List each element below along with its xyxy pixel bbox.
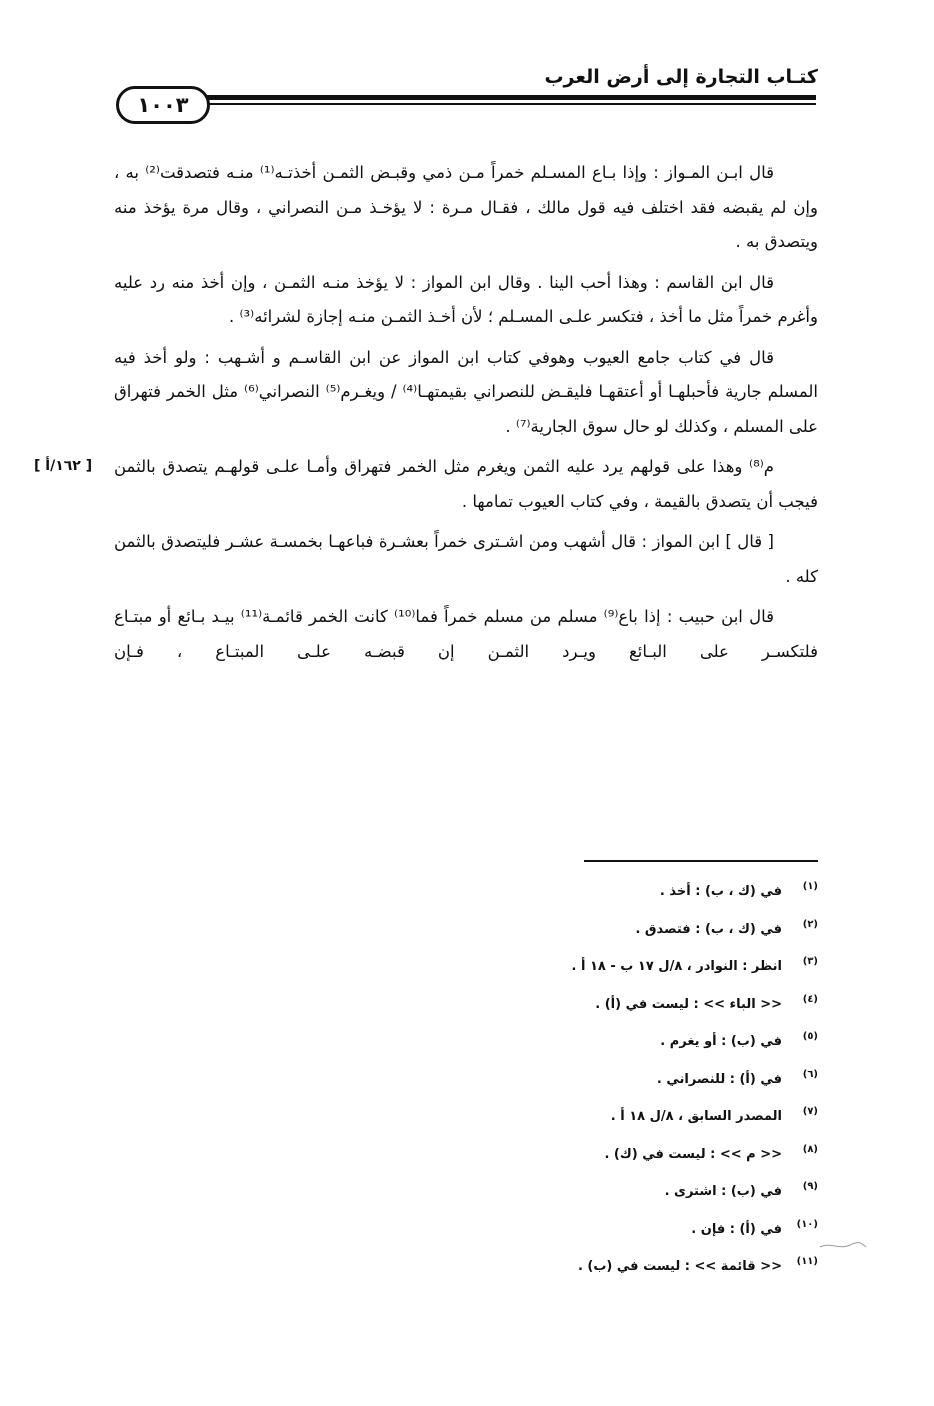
footnote — [398, 874, 818, 912]
footnote-text: في (ك ، ب) : فتصدق . — [635, 921, 782, 937]
manuscript-folio-note: [ ١٦٢/أ ] — [34, 458, 93, 474]
footnote-number: (٥) — [802, 1031, 818, 1042]
footnote — [398, 1137, 818, 1175]
footnote-number: (٢) — [802, 918, 818, 930]
footnote-number: (٨) — [802, 1143, 818, 1155]
footnote-number: (١٠) — [796, 1218, 818, 1230]
footnote-text: << م >> : ليست في (ك) . — [604, 1146, 782, 1162]
footnote — [398, 912, 818, 950]
header-rule-thick — [200, 95, 816, 100]
footnote-text: << قائمة >> : ليست في (ب) . — [577, 1259, 782, 1274]
paragraph: [ قال ] ابن المواز : قال أشهب ومن اشـترى خمراً بعشـرة فباعهـا بخمسـة عشـر فليتصدق بالثمن كله . — [114, 532, 818, 586]
footnote-text: المصدر السابق ، ٨/ل ١٨ أ . — [610, 1109, 782, 1124]
footnote — [398, 1249, 818, 1287]
footnote-text: في (ب) : أو يغرم . — [660, 1034, 782, 1049]
footnotes-list — [398, 874, 818, 1287]
footnote-text: انظر : النوادر ، ٨/ل ١٧ ب - ١٨ أ . — [571, 959, 782, 974]
footnote — [398, 1062, 818, 1100]
footnote — [398, 1099, 818, 1137]
footnote-number: (٧) — [802, 1106, 818, 1117]
footnote — [398, 949, 818, 987]
running-header-title: كتـاب التجارة إلى أرض العرب — [544, 66, 818, 88]
footnote — [398, 1212, 818, 1250]
main-text — [114, 156, 818, 675]
footnote-separator — [584, 860, 818, 862]
footnote-text: في (ك ، ب) : أخذ . — [659, 884, 782, 899]
paragraph: قال ابـن المـواز : وإذا بـاع المسـلم خمراً مـن ذمي وقبـض الثمـن أخذتـه⁽¹⁾ منـه فتصدقت⁽²⁾ به ، وإن لم يقبضه فقد اختلف فيه قول مالك ، فقـال مـرة : لا يؤخـذ مـن النصراني ، وقال مرة يؤخذ منه ويتصدق به . — [114, 163, 818, 251]
footnote-text: في (ب) : اشترى . — [664, 1184, 782, 1199]
footnote-number: (٦) — [802, 1068, 818, 1080]
footnote-number: (٣) — [802, 956, 818, 967]
footnote-text: في (أ) : للنصراني . — [656, 1071, 782, 1087]
footnote — [398, 1024, 818, 1062]
footnote — [398, 1174, 818, 1212]
paragraph: م⁽⁸⁾ وهذا على قولهم يرد عليه الثمن ويغرم مثل الخمر فتهراق وأمـا علـى قولهـم يتصدق بالثمن فيجب أن يتصدق بالقيمة ، وفي كتاب العيوب تمامها . — [114, 457, 818, 511]
footnote-number: (١) — [802, 881, 818, 892]
paragraph: قال في كتاب جامع العيوب وهوفي كتاب ابن المواز عن ابن القاسـم و أشـهب : ولو أخذ فيه المسلم جارية فأحبلهـا أو أعتقهـا فليقـض للنصراني بقيمتهـا⁽⁴⁾ / ويغـرم⁽⁵⁾ النصراني⁽⁶⁾ مثل الخمر فتهراق على المسلم ، وكذلك لو حال سوق الجارية⁽⁷⁾ . — [114, 347, 819, 436]
footnote — [398, 987, 818, 1025]
scan-artifact — [818, 1238, 868, 1252]
footnote-number: (١١) — [796, 1256, 818, 1267]
footnote-text: في (أ) : فإن . — [691, 1221, 782, 1237]
paragraph: قال ابن حبيب : إذا باع⁽⁹⁾ مسلم من مسلم خمراً فما⁽¹⁰⁾ كانت الخمر قائمـة⁽¹¹⁾ بيـد بـائع أو مبتـاع فلتكسـر على البـائع ويـرد الثمـن إن قبضـه علـى المبتـاع ، فـإن — [114, 607, 818, 661]
footnote-number: (٤) — [802, 993, 818, 1005]
page-number: ١٠٠٣ — [116, 86, 210, 124]
footnote-text: << الباء >> : ليست في (أ) . — [595, 996, 782, 1012]
header-rule-thin — [200, 103, 816, 105]
footnote-number: (٩) — [802, 1181, 818, 1192]
paragraph: قال ابن القاسم : وهذا أحب الينا . وقال ابن المواز : لا يؤخذ منـه الثمـن ، وإن أخذ منه رد عليه وأغرم خمراً مثل ما أخذ ، فتكسر علـى المسـلم ؛ لأن أخـذ الثمـن منـه إجازة لشرائه⁽³⁾ . — [114, 272, 818, 326]
